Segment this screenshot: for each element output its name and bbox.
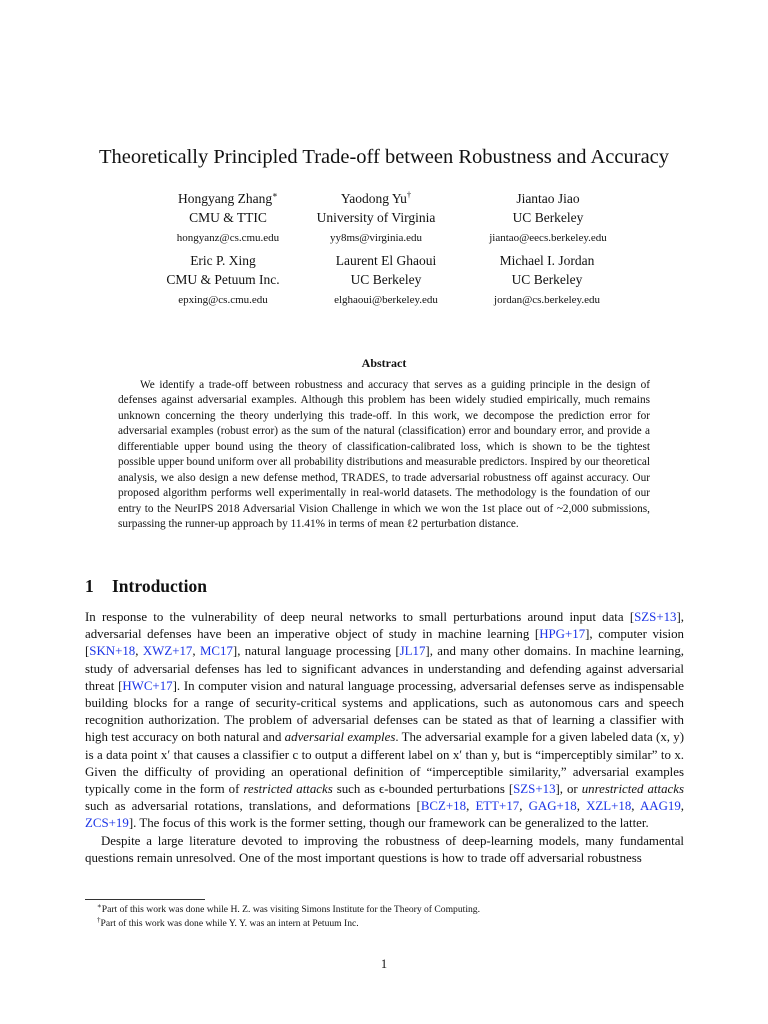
citation-link[interactable]: ETT+17 xyxy=(475,799,520,814)
citation-link[interactable]: HWC+17 xyxy=(122,678,173,693)
citation-link[interactable]: SZS+13 xyxy=(513,782,556,797)
author-block xyxy=(427,251,667,308)
author-mark: † xyxy=(406,189,412,200)
author-email: jordan@cs.berkeley.edu xyxy=(494,294,600,306)
emphasis: restricted attacks xyxy=(243,782,333,797)
emphasis: adversarial examples xyxy=(284,730,396,745)
author-name: Hongyang Zhang xyxy=(178,191,273,206)
author-name: Eric P. Xing xyxy=(190,253,256,268)
author-affiliation: CMU & Petuum Inc. xyxy=(166,272,280,287)
paragraph: In response to the vulnerability of deep neural networks to small perturbations around input data [SZS+13], adversarial defenses have been an imperative object of study in machine learning [HPG+17], computer vision [SKN+18, XWZ+17, MC17], natural language processing [JL17], and many other domains. In machine learning, study of adversarial defenses has led to significant advances in understanding and defending against adversarial threat [HWC+17]. In computer vision and natural language processing, adversarial defenses serve as indispensable building blocks for a range of security-critical systems and applications, such as autonomous cars and speech recognition authorization. The problem of adversarial defenses can be stated as that of learning a classifier with high test accuracy on both natural and adversarial examples. The adversarial example for a given labeled data (x, y) is a data point x′ that causes a classifier c to output a different label on x′ than y, but is “imperceptibly similar” to x. Given the difficulty of providing an operational definition of “imperceptible similarity,” adversarial examples typically come in the form of restricted attacks such as ϵ-bounded perturbations [SZS+13], or unrestricted attacks such as adversarial rotations, translations, and deformations [BCZ+18, ETT+17, GAG+18, XZL+18, AAG19, ZCS+19]. The focus of this work is the former setting, though our framework can be generalized to the latter. xyxy=(85,610,685,831)
citation-link[interactable]: ZCS+19 xyxy=(85,816,129,831)
citation-link[interactable]: BCZ+18 xyxy=(420,799,467,814)
footnote-mark: ∗ xyxy=(97,901,102,910)
page-number: 1 xyxy=(380,957,388,971)
author-block xyxy=(428,189,668,246)
abstract-text: We identify a trade-off between robustness and accuracy that serves as a guiding principle in the design of defenses against adversarial examples. Although this problem has been widely studied empirically, much remains unknown concerning the theory underlying this trade-off. In this work, we decompose the prediction error for adversarial examples (robust error) as the sum of the natural (classification) error and boundary error, and provide a differentiable upper bound using the theory of classification-calibrated loss, which is shown to be the tightest possible upper bound uniform over all probability distributions and measurable predictors. Inspired by our theoretical analysis, we also design a new defense method, TRADES, to trade adversarial robustness off against accuracy. Our proposed algorithm performs well experimentally in real-world datasets. The methodology is the foundation of our entry to the NeurIPS 2018 Adversarial Vision Challenge in which we won the 1st place out of ~2,000 submissions, surpassing the runner-up approach by 11.41% in terms of mean ℓ2 perturbation distance. xyxy=(118,379,650,531)
author-affiliation: University of Virginia xyxy=(316,210,436,225)
citation-link[interactable]: XZL+18 xyxy=(586,799,632,814)
author-email: yy8ms@virginia.edu xyxy=(329,232,423,244)
author-email: jiantao@eecs.berkeley.edu xyxy=(489,232,607,244)
author-name: Michael I. Jordan xyxy=(499,253,595,268)
author-name: Jiantao Jiao xyxy=(516,191,580,206)
abstract-body xyxy=(118,378,650,533)
author-affiliation: CMU & TTIC xyxy=(189,210,267,225)
section-number: 1 xyxy=(85,576,94,596)
author-email: epxing@cs.cmu.edu xyxy=(178,294,268,306)
footnote-mark: † xyxy=(97,915,101,924)
author-email: elghaoui@berkeley.edu xyxy=(334,294,438,306)
abstract-heading: Abstract xyxy=(361,356,407,370)
paragraph: Despite a large literature devoted to improving the robustness of deep-learning models, many fundamental questions remain unresolved. One of the most important questions is how to trade off adversarial robustness xyxy=(85,833,684,865)
paper-title: Theoretically Principled Trade-off between Robustness and Accuracy xyxy=(98,146,670,168)
citation-link[interactable]: SZS+13 xyxy=(634,610,677,624)
author-affiliation: UC Berkeley xyxy=(512,210,584,225)
author-affiliation: UC Berkeley xyxy=(350,272,422,287)
footnote: †Part of this work was done while Y. Y. was an intern at Petuum Inc. xyxy=(97,915,359,929)
citation-link[interactable]: SKN+18 xyxy=(89,644,136,659)
citation-link[interactable]: HPG+17 xyxy=(539,627,586,642)
author-name: Laurent El Ghaoui xyxy=(335,253,437,268)
author-mark: ∗ xyxy=(272,189,278,200)
section-heading xyxy=(85,576,207,597)
author-name: Yaodong Yu xyxy=(340,191,407,206)
body-text xyxy=(85,609,684,867)
author-affiliation: UC Berkeley xyxy=(511,272,583,287)
citation-link[interactable]: JL17 xyxy=(399,644,426,659)
author-email: hongyanz@cs.cmu.edu xyxy=(176,232,280,244)
emphasis: unrestricted attacks xyxy=(581,782,684,797)
footnotes xyxy=(97,903,657,931)
citation-link[interactable]: XWZ+17 xyxy=(142,644,193,659)
footnote-divider xyxy=(85,899,205,900)
section-title: Introduction xyxy=(112,576,207,596)
citation-link[interactable]: MC17 xyxy=(199,644,233,659)
citation-link[interactable]: GAG+18 xyxy=(528,799,577,814)
footnote: ∗Part of this work was done while H. Z. was visiting Simons Institute for the Theory of Computing. xyxy=(97,901,480,915)
citation-link[interactable]: AAG19 xyxy=(639,799,681,814)
